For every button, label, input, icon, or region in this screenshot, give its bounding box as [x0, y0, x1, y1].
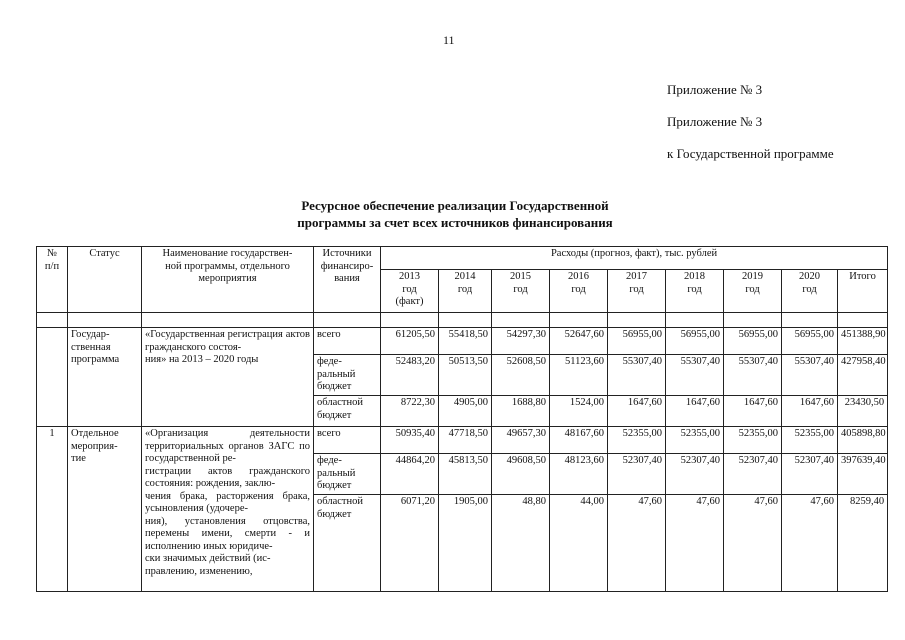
year-value-cell: 52483,20 [381, 355, 439, 396]
year-value-cell: 47718,50 [439, 427, 492, 454]
year-value-cell: 49608,50 [492, 454, 550, 495]
status-cell: Государ- ственная программа [68, 328, 142, 427]
year-value-cell: 48123,60 [550, 454, 608, 495]
annex-reference: к Государственной программе [667, 146, 834, 161]
funding-source-cell: всего [314, 328, 381, 355]
year-value-cell: 56955,00 [666, 328, 724, 355]
year-value-cell: 47,60 [666, 495, 724, 592]
year-value-cell: 48167,60 [550, 427, 608, 454]
table-spacer-row [37, 313, 888, 328]
year-value-cell: 8722,30 [381, 396, 439, 427]
document-title-line-1: Ресурсное обеспечение реализации Государственной [301, 198, 609, 213]
year-value-cell: 52608,50 [492, 355, 550, 396]
total-value-cell: 405898,80 [838, 427, 888, 454]
year-value-cell: 49657,30 [492, 427, 550, 454]
spacer-cell [724, 313, 782, 328]
year-value-cell: 1688,80 [492, 396, 550, 427]
year-value-cell: 45813,50 [439, 454, 492, 495]
header-year: 2016 год [550, 270, 608, 313]
resource-table [36, 246, 888, 592]
header-year: 2015 год [492, 270, 550, 313]
spacer-cell [608, 313, 666, 328]
year-value-cell: 52307,40 [608, 454, 666, 495]
total-value-cell: 8259,40 [838, 495, 888, 592]
total-value-cell: 397639,40 [838, 454, 888, 495]
year-value-cell: 56955,00 [724, 328, 782, 355]
spacer-cell [68, 313, 142, 328]
year-value-cell: 52647,60 [550, 328, 608, 355]
year-value-cell: 44864,20 [381, 454, 439, 495]
header-total: Итого [838, 270, 888, 313]
year-value-cell: 48,80 [492, 495, 550, 592]
year-value-cell: 52355,00 [666, 427, 724, 454]
spacer-cell [550, 313, 608, 328]
spacer-cell [492, 313, 550, 328]
row-number-cell [37, 328, 68, 427]
spacer-cell [314, 313, 381, 328]
year-value-cell: 50935,40 [381, 427, 439, 454]
year-value-cell: 61205,50 [381, 328, 439, 355]
year-value-cell: 52355,00 [782, 427, 838, 454]
table-row [37, 328, 888, 355]
year-value-cell: 1524,00 [550, 396, 608, 427]
year-value-cell: 55307,40 [782, 355, 838, 396]
table-row [37, 427, 888, 454]
annex-label-repeat: Приложение № 3 [667, 114, 763, 129]
year-value-cell: 56955,00 [782, 328, 838, 355]
funding-source-cell: феде- ральный бюджет [314, 454, 381, 495]
total-value-cell: 23430,50 [838, 396, 888, 427]
year-value-cell: 50513,50 [439, 355, 492, 396]
year-value-cell: 52355,00 [608, 427, 666, 454]
year-value-cell: 6071,20 [381, 495, 439, 592]
total-value-cell: 451388,90 [838, 328, 888, 355]
spacer-cell [142, 313, 314, 328]
total-value-cell: 427958,40 [838, 355, 888, 396]
funding-source-cell: областной бюджет [314, 495, 381, 592]
spacer-cell [439, 313, 492, 328]
year-value-cell: 47,60 [608, 495, 666, 592]
year-value-cell: 52355,00 [724, 427, 782, 454]
year-value-cell: 54297,30 [492, 328, 550, 355]
year-value-cell: 1905,00 [439, 495, 492, 592]
header-name: Наименование государствен- ной программы, отдельного мероприятия [142, 247, 314, 313]
spacer-cell [381, 313, 439, 328]
year-value-cell: 47,60 [724, 495, 782, 592]
row-number-cell: 1 [37, 427, 68, 592]
year-value-cell: 44,00 [550, 495, 608, 592]
spacer-cell [782, 313, 838, 328]
funding-source-cell: всего [314, 427, 381, 454]
spacer-cell [838, 313, 888, 328]
spacer-cell [37, 313, 68, 328]
header-num: № п/п [37, 247, 68, 313]
year-value-cell: 52307,40 [666, 454, 724, 495]
header-year: 2013 год (факт) [381, 270, 439, 313]
year-value-cell: 55307,40 [724, 355, 782, 396]
header-year: 2014 год [439, 270, 492, 313]
table-header-row [37, 247, 888, 270]
header-year: 2018 год [666, 270, 724, 313]
year-value-cell: 52307,40 [724, 454, 782, 495]
spacer-cell [666, 313, 724, 328]
program-name-cell: «Государственная регистрация актов гражданского состоя- ния» на 2013 – 2020 годы [142, 328, 314, 427]
year-value-cell: 1647,60 [608, 396, 666, 427]
year-value-cell: 55307,40 [608, 355, 666, 396]
status-cell: Отдельное мероприя- тие [68, 427, 142, 592]
program-name-cell: «Организация деятельности территориальных органов ЗАГС по государственной ре- гистрации актов гражданского состояния: рождения, заклю- чения брака, расторжения брака, усыновления (удочере- ния), установления отцовства, перемены имени, смерти - и исполнению иных юридиче- ски значимых действий (ис- правлению, изменению, [142, 427, 314, 592]
header-expenses: Расходы (прогноз, факт), тыс. рублей [381, 247, 888, 270]
year-value-cell: 55418,50 [439, 328, 492, 355]
funding-source-cell: областной бюджет [314, 396, 381, 427]
year-value-cell: 47,60 [782, 495, 838, 592]
year-value-cell: 1647,60 [782, 396, 838, 427]
table-body [37, 247, 888, 592]
year-value-cell: 1647,60 [724, 396, 782, 427]
header-year: 2020 год [782, 270, 838, 313]
year-value-cell: 56955,00 [608, 328, 666, 355]
page-number: 11 [443, 33, 455, 47]
year-value-cell: 1647,60 [666, 396, 724, 427]
header-source: Источники финансиро- вания [314, 247, 381, 313]
year-value-cell: 4905,00 [439, 396, 492, 427]
annex-label: Приложение № 3 [667, 82, 763, 97]
header-year: 2017 год [608, 270, 666, 313]
year-value-cell: 51123,60 [550, 355, 608, 396]
document-title [240, 197, 670, 231]
header-status: Статус [68, 247, 142, 313]
header-year: 2019 год [724, 270, 782, 313]
funding-source-cell: феде- ральный бюджет [314, 355, 381, 396]
year-value-cell: 52307,40 [782, 454, 838, 495]
year-value-cell: 55307,40 [666, 355, 724, 396]
document-title-line-2: программы за счет всех источников финансирования [297, 215, 613, 230]
